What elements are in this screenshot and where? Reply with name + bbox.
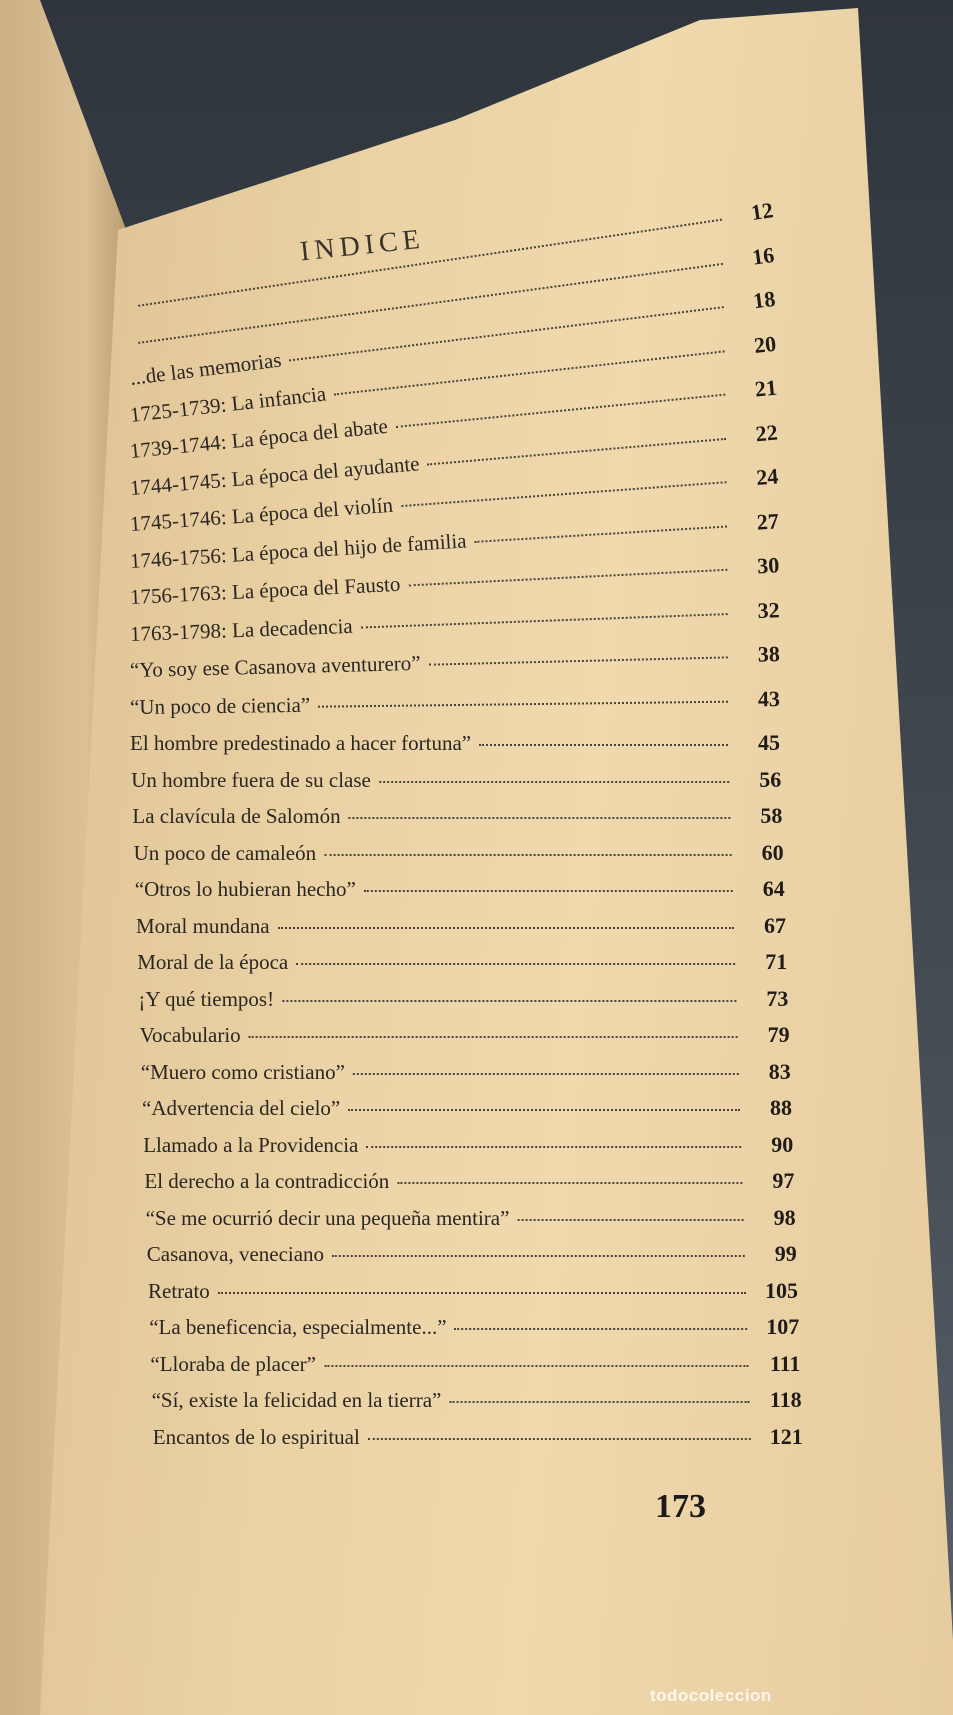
toc-entry-title: “Sí, existe la felicidad en la tierra” xyxy=(151,1388,442,1412)
toc-entry-title: Moral mundana xyxy=(136,913,270,938)
toc-dot-leader xyxy=(517,1211,743,1221)
toc-entry-page: 105 xyxy=(765,1277,798,1303)
toc-entry xyxy=(147,1241,797,1267)
toc-entry-title: 1746-1756: La época del hijo de familia xyxy=(129,527,468,573)
toc-entry xyxy=(130,730,780,756)
toc-entry xyxy=(131,767,781,793)
toc-dot-leader xyxy=(318,692,728,707)
toc-entry xyxy=(141,1059,791,1085)
toc-entry xyxy=(140,1022,790,1048)
toc-entry-page: 30 xyxy=(756,552,780,579)
toc-dot-leader xyxy=(324,846,731,856)
page-number: 173 xyxy=(655,1488,706,1525)
toc-entry-page: 83 xyxy=(768,1058,791,1084)
toc-entry-title: “Un poco de ciencia” xyxy=(129,692,311,719)
toc-entry-title: Un poco de camaleón xyxy=(133,840,317,865)
toc-entry-title: “La beneficencia, especialmente...” xyxy=(149,1315,447,1339)
toc-entry-page: 32 xyxy=(757,596,781,623)
toc-entry-title: ¡Y qué tiempos! xyxy=(138,986,275,1011)
toc-entry-page: 20 xyxy=(752,330,778,358)
toc-entry-title: “Muero como cristiano” xyxy=(140,1059,345,1084)
toc-dot-leader xyxy=(479,736,728,746)
toc-entry xyxy=(152,1387,802,1413)
toc-entry-page: 24 xyxy=(755,463,780,490)
toc-entry xyxy=(137,949,787,975)
toc-entry-title: El hombre predestinado a hacer fortuna” xyxy=(130,731,472,755)
toc-entry xyxy=(149,1314,799,1340)
toc-entry xyxy=(150,1351,800,1377)
toc-entry-page: 16 xyxy=(750,241,776,270)
toc-entry-page: 121 xyxy=(769,1423,803,1449)
toc-entry xyxy=(144,1168,794,1194)
toc-entry-title: La clavícula de Salomón xyxy=(132,804,341,828)
toc-dot-leader xyxy=(397,1174,742,1184)
toc-entry-title: 1756-1763: La época del Fausto xyxy=(129,571,401,609)
toc-entry-title: El derecho a la contradicción xyxy=(144,1169,390,1193)
toc-dot-leader xyxy=(296,955,735,965)
toc-dot-leader xyxy=(282,992,736,1002)
toc-entry-title: 1725-1739: La infancia xyxy=(128,380,328,427)
toc-entry xyxy=(134,840,784,866)
toc-dot-leader xyxy=(249,1028,738,1038)
toc-entry-page: 88 xyxy=(770,1095,792,1120)
watermark-text: todocoleccion xyxy=(650,1686,772,1705)
toc-dot-leader xyxy=(379,773,729,783)
toc-entry-title: “Yo soy ese Casanova aventurero” xyxy=(129,650,421,682)
toc-entry-title: 1744-1745: La época del ayudante xyxy=(128,450,421,500)
toc-entry-title: Retrato xyxy=(148,1278,210,1303)
toc-entry-title: Casanova, veneciano xyxy=(146,1242,325,1266)
toc-dot-leader xyxy=(353,1065,739,1075)
toc-entry xyxy=(148,1278,798,1304)
toc-entry-page: 27 xyxy=(756,507,780,535)
toc-entry-title: Moral de la época xyxy=(137,950,289,974)
toc-entry-page: 111 xyxy=(769,1350,801,1376)
toc-entry-page: 118 xyxy=(769,1387,802,1412)
toc-entry-page: 73 xyxy=(766,985,789,1011)
toc-entry-title: “Se me ocurrió decir una pequeña mentira” xyxy=(145,1205,510,1230)
toc-entry-page: 79 xyxy=(767,1022,790,1047)
toc-entry-title: “Lloraba de placer” xyxy=(150,1351,316,1376)
toc-entry-page: 45 xyxy=(758,730,780,755)
toc-entry xyxy=(136,913,786,939)
toc-entry-title: 1739-1744: La época del abate xyxy=(128,413,389,463)
toc-dot-leader xyxy=(455,1320,748,1330)
toc-dot-leader xyxy=(449,1393,749,1403)
toc-entry-page: 71 xyxy=(765,949,788,974)
toc-entry xyxy=(146,1205,796,1231)
toc-entry-page: 107 xyxy=(766,1314,800,1339)
toc-entry-page: 12 xyxy=(749,197,775,226)
toc-dot-leader xyxy=(364,882,733,892)
toc-entry xyxy=(153,1424,803,1450)
toc-dot-leader xyxy=(366,1138,741,1148)
toc-entry xyxy=(138,986,788,1012)
toc-entry xyxy=(142,1095,792,1121)
toc-entry-title: Encantos de lo espiritual xyxy=(152,1424,360,1449)
toc-dot-leader xyxy=(368,1430,751,1440)
toc-entry-page: 56 xyxy=(759,766,782,792)
index-heading: INDICE xyxy=(298,223,427,268)
toc-dot-leader xyxy=(278,919,734,929)
toc-dot-leader xyxy=(324,1357,748,1367)
toc-entry-title: ...de las memorias xyxy=(128,347,283,390)
toc-entry-title: 1763-1798: La decadencia xyxy=(129,613,354,646)
toc-entry-title: “Otros lo hubieran hecho” xyxy=(134,877,356,901)
toc-dot-leader xyxy=(348,1101,740,1111)
toc-dot-leader xyxy=(428,648,728,665)
toc-entry-page: 97 xyxy=(772,1168,795,1193)
toc-entry-page: 64 xyxy=(762,876,785,901)
toc-dot-leader xyxy=(332,1247,745,1257)
toc-entry-page: 38 xyxy=(757,641,781,667)
toc-dot-leader xyxy=(218,1284,746,1294)
toc-entry-page: 98 xyxy=(773,1204,796,1230)
toc-dot-leader xyxy=(349,809,731,819)
toc-entry-page: 60 xyxy=(761,839,784,865)
toc-entry-title: Un hombre fuera de su clase xyxy=(131,767,371,792)
toc-entry-page: 67 xyxy=(764,912,786,938)
toc-entry-page: 90 xyxy=(771,1131,794,1157)
toc-entry-page: 58 xyxy=(760,803,783,828)
toc-entry xyxy=(135,876,785,902)
toc-entry xyxy=(132,803,782,829)
toc-entry-title: Llamado a la Providencia xyxy=(143,1132,359,1157)
toc-entry-title: 1745-1746: La época del violín xyxy=(129,492,394,536)
toc-entry-title: Vocabulario xyxy=(139,1023,241,1047)
toc-entry-page: 18 xyxy=(751,285,777,314)
toc-entry-page: 99 xyxy=(774,1241,797,1266)
toc-entry-page: 43 xyxy=(757,685,781,711)
toc-entry-title: “Advertencia del cielo” xyxy=(142,1096,341,1120)
toc-entry xyxy=(143,1132,793,1158)
toc-entry-page: 22 xyxy=(754,419,779,446)
toc-entry-page: 21 xyxy=(753,374,779,402)
